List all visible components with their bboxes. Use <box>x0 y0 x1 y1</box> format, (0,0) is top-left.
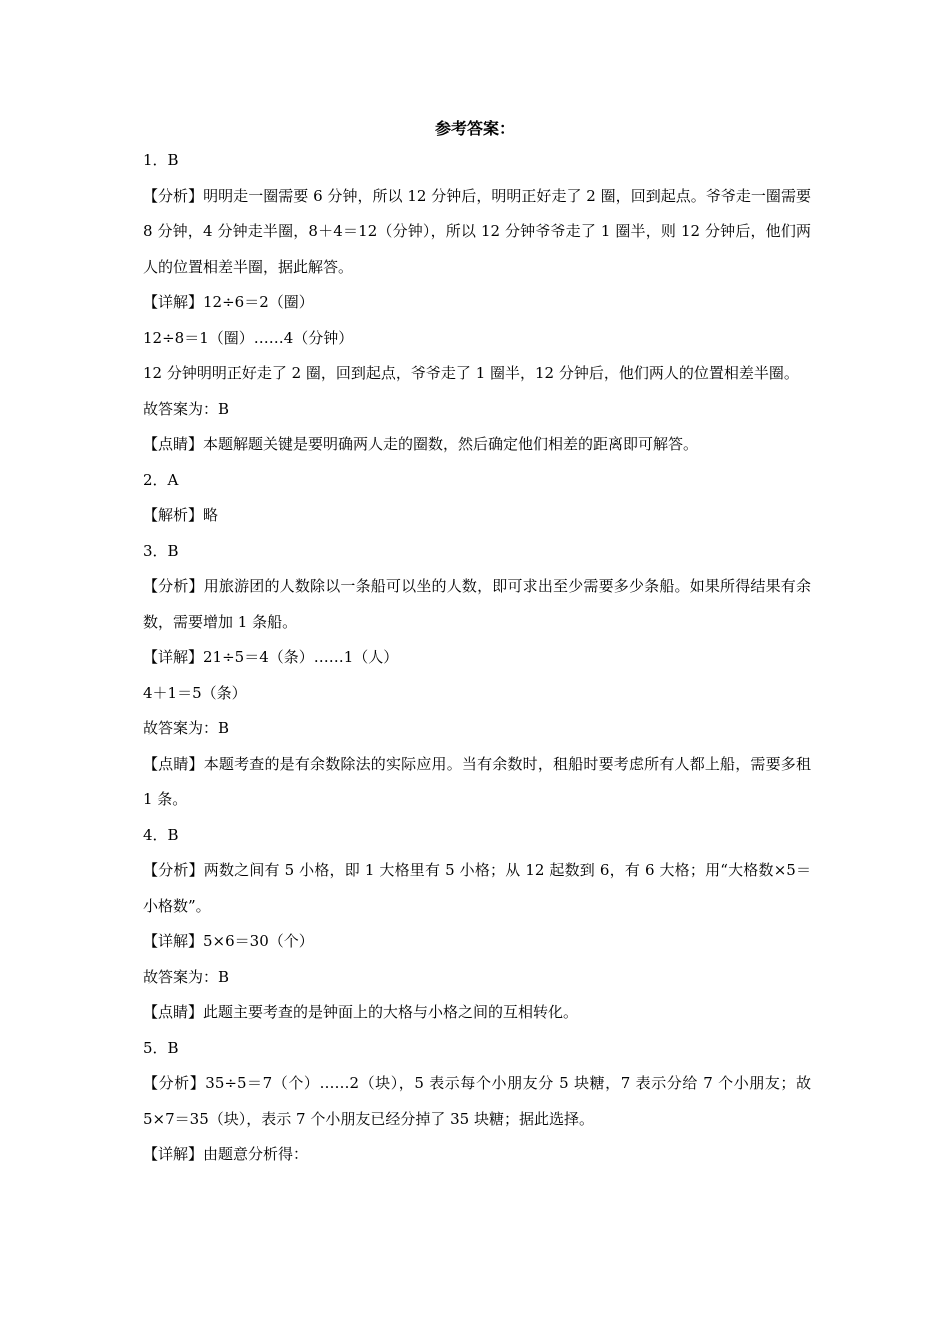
answer-4-comment: 【点睛】此题主要考查的是钟面上的大格与小格之间的互相转化。 <box>143 1003 579 1021</box>
answer-3-comment: 【点睛】本题考查的是有余数除法的实际应用。当有余数时，租船时要考虑所有人都上船，需要多租 1 条。 <box>143 754 811 808</box>
page-title: 参考答案： <box>434 119 515 138</box>
answer-4-analysis: 【分析】两数之间有 5 小格，即 1 大格里有 5 小格；从 12 起数到 6，有 6 大格；用“大格数×5＝小格数”。 <box>143 861 811 915</box>
answer-1-detail-step: 12÷8＝1（圈）……4（分钟） <box>143 328 354 347</box>
answer-5-detail: 【详解】由题意分析得： <box>143 1145 309 1163</box>
answer-3-detail: 【详解】21÷5＝4（条）……1（人） <box>143 648 399 666</box>
answer-5-heading: 5．B <box>143 1038 179 1057</box>
answer-1-heading: 1．B <box>143 151 179 169</box>
answer-1-analysis: 【分析】明明走一圈需要 6 分钟，所以 12 分钟后，明明正好走了 2 圈，回到起点。爷爷走一圈需要 8 分钟，4 分钟走半圈，8＋4＝12（分钟），所以 12 分钟爷爷走了 1 圈半，则 12 分钟后，他们两人的位置相差半圈，据此解答。 <box>143 186 811 276</box>
answer-5-analysis: 【分析】35÷5＝7（个）……2（块），5 表示每个小朋友分 5 块糖，7 表示分给 7 个小朋友；故 5×7＝35（块），表示 7 个小朋友已经分掉了 35 块糖；据此选择。 <box>143 1074 811 1128</box>
answer-3-detail-step: 4＋1＝5（条） <box>143 683 247 702</box>
answer-4-heading: 4．B <box>143 825 179 844</box>
answer-2-heading: 2．A <box>143 470 179 489</box>
answer-4-result: 故答案为：B <box>143 967 230 986</box>
answer-2-explanation: 【解析】略 <box>143 506 219 524</box>
answer-4-detail: 【详解】5×6＝30（个） <box>143 932 314 950</box>
answer-1-comment: 【点睛】本题解题关键是要明确两人走的圈数，然后确定他们相差的距离即可解答。 <box>143 435 699 453</box>
answer-1-detail-conclusion: 12 分钟明明正好走了 2 圈，回到起点，爷爷走了 1 圈半，12 分钟后，他们两人的位置相差半圈。 <box>143 364 799 382</box>
answer-1-detail: 【详解】12÷6＝2（圈） <box>143 293 314 311</box>
answer-3-analysis: 【分析】用旅游团的人数除以一条船可以坐的人数，即可求出至少需要多少条船。如果所得结果有余数，需要增加 1 条船。 <box>143 577 811 631</box>
answer-content <box>143 143 811 1173</box>
answer-1-result: 故答案为：B <box>143 399 230 418</box>
answer-3-result: 故答案为：B <box>143 719 230 737</box>
answer-3-heading: 3．B <box>143 541 179 560</box>
